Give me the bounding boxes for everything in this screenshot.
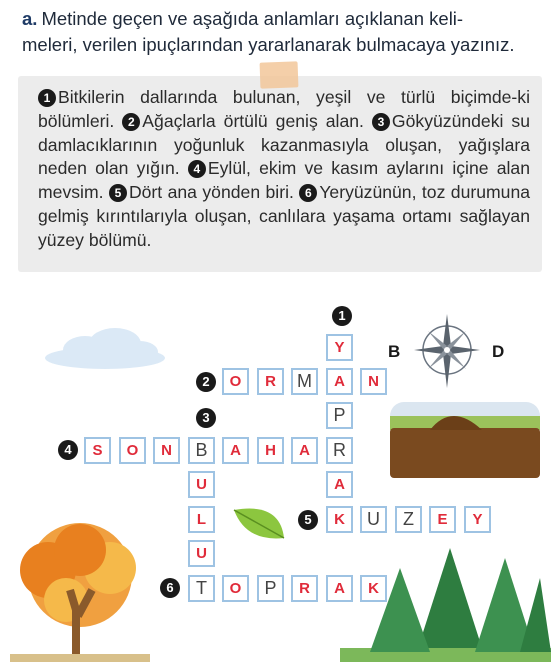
crossword-cell[interactable]: O (222, 368, 249, 395)
crossword-cell[interactable]: U (188, 540, 215, 567)
crossword-cell[interactable]: A (326, 471, 353, 498)
compass-east-label: D (492, 342, 505, 361)
crossword-cell[interactable]: T (188, 575, 215, 602)
instruction-line-1: Metinde geçen ve aşağıda anlamları açıklanan keli- (41, 8, 464, 29)
crossword-cell[interactable]: A (326, 575, 353, 602)
crossword-cell[interactable]: R (291, 575, 318, 602)
crossword-cell[interactable]: K (360, 575, 387, 602)
clue-list (38, 86, 530, 253)
crossword-cell[interactable]: N (153, 437, 180, 464)
crossword-cell[interactable]: U (360, 506, 387, 533)
clue-5-text: Dört ana yönden biri. (128, 182, 294, 203)
clue-2-text: Ağaçlarla örtülü geniş alan. (142, 110, 364, 131)
crossword-cell[interactable]: R (326, 437, 353, 464)
crossword-cell[interactable]: O (222, 575, 249, 602)
clue-6-text: Yeryüzünün, toz durumuna gelmiş kırıntılarıyla oluşan, canlılara yaşama ortamı sağlayan yüzey bölümü. (38, 182, 531, 250)
compass-rose-icon (414, 312, 480, 392)
crossword-cell[interactable]: E (429, 506, 456, 533)
crossword-cell[interactable]: Z (395, 506, 422, 533)
crossword-cell[interactable]: A (222, 437, 249, 464)
crossword-cell[interactable]: U (188, 471, 215, 498)
pine-trees-illustration (340, 548, 551, 662)
crossword-cell[interactable]: K (326, 506, 353, 533)
crossword-cell[interactable]: B (188, 437, 215, 464)
crossword-cell[interactable]: Y (464, 506, 491, 533)
clue-number-4: 4 (188, 160, 206, 178)
crossword-number-6: 6 (160, 578, 180, 598)
soil-illustration (390, 394, 540, 484)
crossword-cell[interactable]: L (188, 506, 215, 533)
clue-3-text: Gökyüzündeki su damlacıklarının yoğunluk kazanmasıyla oluşan, yağışlara neden olan yığın. (38, 110, 531, 179)
autumn-tree-illustration (10, 520, 150, 662)
crossword-number-4: 4 (58, 440, 78, 460)
crossword-cell[interactable]: S (84, 437, 111, 464)
crossword-number-5: 5 (298, 510, 318, 530)
item-label: a. (22, 8, 38, 29)
crossword-cell[interactable]: P (257, 575, 284, 602)
crossword-cell[interactable]: H (257, 437, 284, 464)
crossword-cell[interactable]: R (257, 368, 284, 395)
crossword-number-1: 1 (332, 306, 352, 326)
clue-number-6: 6 (299, 184, 317, 202)
crossword-cell[interactable]: M (291, 368, 318, 395)
clue-number-5: 5 (109, 184, 127, 202)
clue-number-1: 1 (38, 89, 56, 107)
instruction (22, 6, 542, 58)
tape-decoration (260, 61, 299, 88)
compass-west-label: B (388, 342, 401, 361)
clue-1-text: Bitkilerin dallarında bulunan, yeşil ve türlü biçimde-ki bölümleri. (38, 87, 530, 131)
crossword-number-3: 3 (196, 408, 216, 428)
leaf-icon (230, 502, 288, 544)
instruction-line-2: meleri, verilen ipuçlarından yararlanarak bulmacaya yazınız. (22, 34, 515, 55)
crossword-cell[interactable]: Y (326, 334, 353, 361)
crossword-cell[interactable]: O (119, 437, 146, 464)
crossword-cell[interactable]: A (291, 437, 318, 464)
crossword-number-2: 2 (196, 372, 216, 392)
clue-number-3: 3 (372, 113, 390, 131)
crossword-cell[interactable]: P (326, 402, 353, 429)
clue-4-text: Eylül, ekim ve kasım aylarını içine alan mevsim. (38, 158, 530, 203)
clue-number-2: 2 (122, 113, 140, 131)
crossword-cell[interactable]: A (326, 368, 353, 395)
cloud-illustration (40, 328, 170, 370)
crossword-cell[interactable]: N (360, 368, 387, 395)
